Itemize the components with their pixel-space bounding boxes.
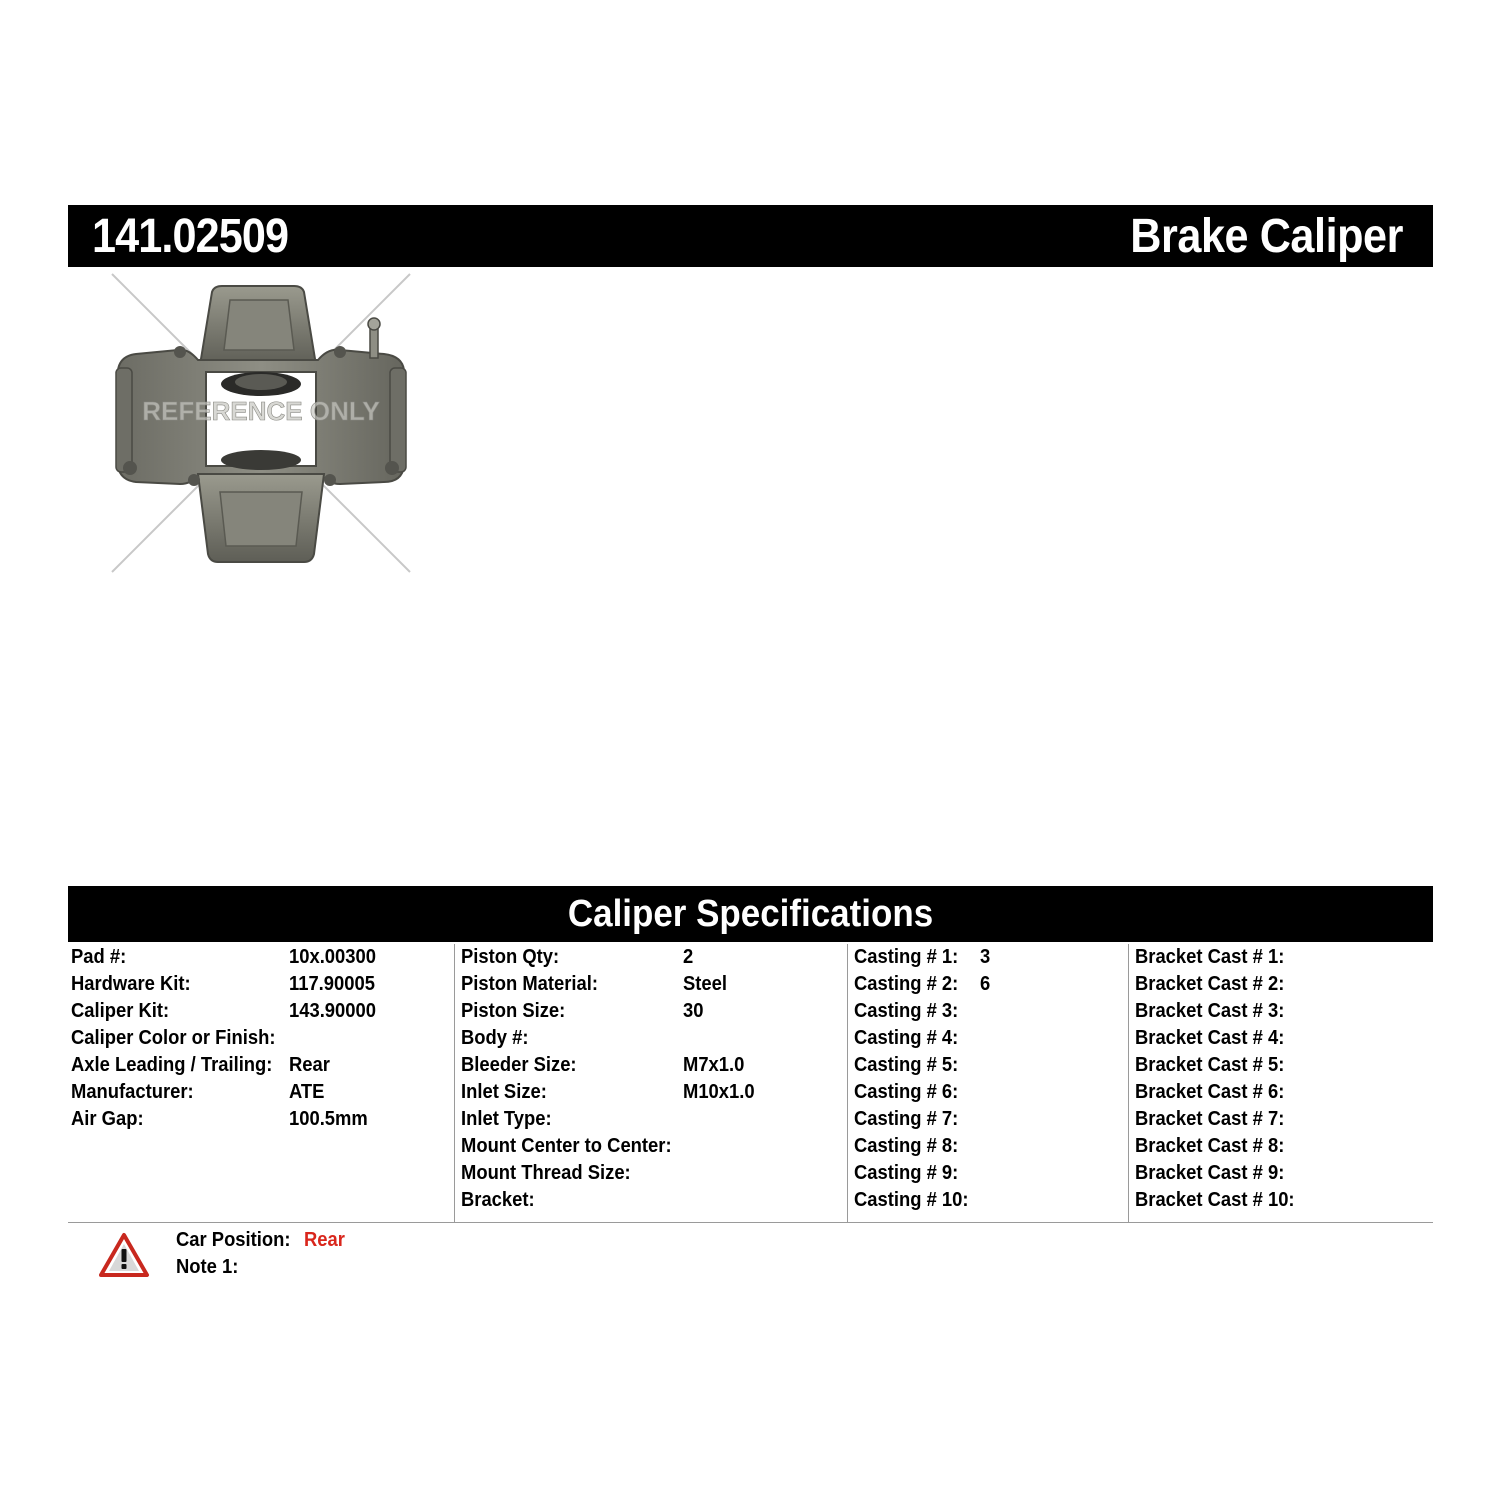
spec-row	[455, 1052, 848, 1079]
spec-grid	[68, 944, 1433, 1222]
spec-value: 30	[683, 1000, 704, 1022]
spec-title: Caliper Specifications	[567, 893, 934, 935]
spec-row	[1129, 971, 1434, 998]
spec-label: Casting # 1:	[854, 946, 959, 968]
spec-row	[1129, 1079, 1434, 1106]
spec-label: Bracket Cast # 5:	[1135, 1054, 1285, 1076]
spec-value: 2	[683, 946, 694, 968]
spec-label: Mount Thread Size:	[461, 1162, 631, 1184]
spec-label: Hardware Kit:	[71, 973, 191, 995]
brake-caliper-photo	[108, 270, 414, 576]
spec-row	[1129, 1187, 1434, 1214]
spec-row	[848, 1106, 1129, 1133]
spec-row	[455, 1079, 848, 1106]
spec-label: Casting # 5:	[854, 1054, 959, 1076]
spec-value: M10x1.0	[683, 1081, 755, 1103]
spec-row	[848, 1025, 1129, 1052]
spec-label: Air Gap:	[71, 1108, 144, 1130]
spec-label: Bracket Cast # 1:	[1135, 946, 1285, 968]
spec-row	[455, 1025, 848, 1052]
spec-label: Casting # 6:	[854, 1081, 959, 1103]
spec-row	[1129, 1106, 1434, 1133]
spec-row	[848, 944, 1129, 971]
spec-row	[848, 1079, 1129, 1106]
spec-row	[1129, 1025, 1434, 1052]
spec-label: Bracket Cast # 10:	[1135, 1189, 1295, 1211]
spec-value: 3	[980, 946, 991, 968]
note-1-label: Note 1:	[176, 1256, 239, 1278]
spec-label: Bracket Cast # 8:	[1135, 1135, 1285, 1157]
spec-label: Body #:	[461, 1027, 529, 1049]
spec-label: Caliper Kit:	[71, 1000, 170, 1022]
spec-row	[1129, 998, 1434, 1025]
spec-row	[68, 944, 454, 971]
spec-row	[68, 1025, 454, 1052]
part-number: 141.02509	[92, 210, 289, 263]
spec-value: 143.90000	[289, 1000, 376, 1022]
spec-label: Bracket:	[461, 1189, 535, 1211]
spec-label: Bracket Cast # 4:	[1135, 1027, 1285, 1049]
spec-label: Casting # 7:	[854, 1108, 959, 1130]
spec-value: 117.90005	[289, 973, 375, 995]
spec-value: Rear	[289, 1054, 330, 1076]
spec-row	[848, 971, 1129, 998]
spec-title-bar	[68, 886, 1433, 942]
spec-row	[68, 998, 454, 1025]
spec-row	[68, 1052, 454, 1079]
spec-label: Caliper Color or Finish:	[71, 1027, 276, 1049]
spec-label: Manufacturer:	[71, 1081, 194, 1103]
spec-label: Casting # 8:	[854, 1135, 959, 1157]
spec-label: Casting # 2:	[854, 973, 959, 995]
spec-row	[455, 1187, 848, 1214]
header-bar	[68, 205, 1433, 267]
spec-row	[1129, 1160, 1434, 1187]
spec-value: M7x1.0	[683, 1054, 745, 1076]
spec-label: Piston Material:	[461, 973, 599, 995]
spec-row	[848, 1052, 1129, 1079]
spec-label: Piston Qty:	[461, 946, 560, 968]
spec-label: Bracket Cast # 9:	[1135, 1162, 1285, 1184]
spec-column-3	[847, 944, 1129, 1222]
spec-label: Casting # 4:	[854, 1027, 959, 1049]
spec-row	[1129, 1052, 1434, 1079]
spec-row	[68, 1079, 454, 1106]
spec-row	[1129, 944, 1434, 971]
spec-value: 10x.00300	[289, 946, 376, 968]
spec-label: Axle Leading / Trailing:	[71, 1054, 273, 1076]
spec-value: Steel	[683, 973, 727, 995]
spec-row	[455, 1106, 848, 1133]
car-position-label: Car Position:	[176, 1229, 291, 1251]
spec-label: Inlet Size:	[461, 1081, 547, 1103]
spec-row	[848, 1187, 1129, 1214]
spec-value: ATE	[289, 1081, 325, 1103]
bottom-divider	[68, 1222, 1433, 1223]
spec-row	[455, 1133, 848, 1160]
spec-label: Casting # 3:	[854, 1000, 959, 1022]
spec-column-2	[454, 944, 848, 1222]
spec-column-4	[1128, 944, 1434, 1222]
spec-label: Casting # 9:	[854, 1162, 959, 1184]
spec-label: Bracket Cast # 6:	[1135, 1081, 1285, 1103]
spec-label: Mount Center to Center:	[461, 1135, 672, 1157]
spec-value: 6	[980, 973, 991, 995]
car-position-value: Rear	[304, 1229, 345, 1251]
spec-label: Bracket Cast # 7:	[1135, 1108, 1285, 1130]
spec-label: Bracket Cast # 3:	[1135, 1000, 1285, 1022]
spec-column-1	[68, 944, 454, 1222]
spec-label: Casting # 10:	[854, 1189, 969, 1211]
product-type: Brake Caliper	[1130, 210, 1403, 263]
reference-watermark: REFERENCE ONLY	[142, 396, 380, 426]
spec-label: Pad #:	[71, 946, 127, 968]
warning-icon	[98, 1232, 150, 1278]
spec-row	[68, 1106, 454, 1133]
spec-value: 100.5mm	[289, 1108, 368, 1130]
spec-row	[848, 1133, 1129, 1160]
spec-row	[848, 998, 1129, 1025]
spec-row	[455, 944, 848, 971]
spec-row	[455, 971, 848, 998]
spec-row	[455, 1160, 848, 1187]
spec-label: Bleeder Size:	[461, 1054, 577, 1076]
spec-row	[848, 1160, 1129, 1187]
spec-row	[1129, 1133, 1434, 1160]
spec-row	[455, 998, 848, 1025]
spec-label: Bracket Cast # 2:	[1135, 973, 1285, 995]
spec-label: Inlet Type:	[461, 1108, 552, 1130]
spec-label: Piston Size:	[461, 1000, 566, 1022]
spec-row	[68, 971, 454, 998]
